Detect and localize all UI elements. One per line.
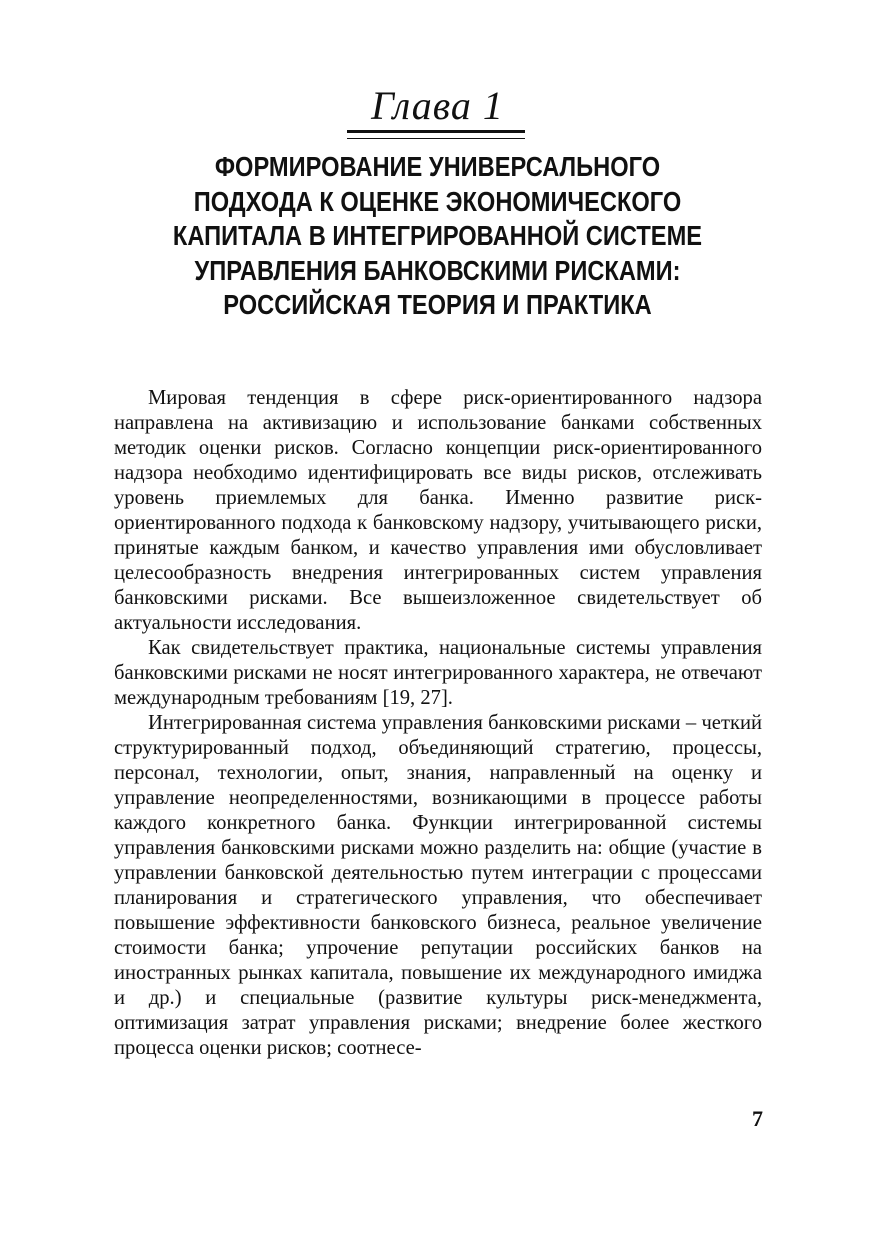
paragraph: Мировая тенденция в сфере риск-ориентированного надзора направлена на активизацию и использование банками собственных методик оценки рисков. Согласно концепции риск-ориентированного надзора необходимо идентифицировать все виды рисков, отслеживать уровень приемлемых для банка. Именно развитие риск-ориентированного подхода к банковскому надзору, учитывающего риски, принятые каждым банком, и качество управления ими обусловливает целесообразность внедрения интегрированных систем управления банковскими рисками. Все вышеизложенное свидетельствует об актуальности исследования. [114, 387, 762, 634]
chapter-title-line: РОССИЙСКАЯ ТЕОРИЯ И ПРАКТИКА [223, 289, 652, 321]
chapter-title-line: ФОРМИРОВАНИЕ УНИВЕРСАЛЬНОГО [214, 151, 661, 182]
paragraph: Как свидетельствует практика, национальные системы управления банковскими рисками не носят интегрированного характера, не отвечают международным требованиям [19, 27]. [114, 637, 762, 709]
body-text [114, 386, 762, 1061]
chapter-title [147, 150, 728, 323]
chapter-title-line: УПРАВЛЕНИЯ БАНКОВСКИМИ РИСКАМИ: [194, 254, 681, 286]
page-number: 7 [752, 1106, 763, 1131]
chapter-label: Глава 1 [371, 83, 504, 128]
paragraph: Интегрированная система управления банковскими рисками – четкий структурированный подход, объединяющий стратегию, процессы, персонал, технологии, опыт, знания, направленный на оценку и управление неопределенностями, возникающими в процессе работы каждого конкретного банка. Функции интегрированной системы управления банковскими рисками можно разделить на: общие (участие в управлении банковской деятельностью путем интеграции с процессами планирования и стратегического управления, что обеспечивает повышение эффективности банковского бизнеса, реальное увеличение стоимости банка; упрочение репутации российских банков на иностранных рынках капитала, повышение их международного имиджа и др.) и специальные (развитие культуры риск-менеджмента, оптимизация затрат управления рисками; внедрение более жесткого процесса оценки рисков; соотнесе- [114, 712, 762, 1059]
chapter-divider [347, 130, 525, 139]
chapter-title-line: ПОДХОДА К ОЦЕНКЕ ЭКОНОМИЧЕСКОГО [193, 185, 682, 217]
chapter-title-line: КАПИТАЛА В ИНТЕГРИРОВАННОЙ СИСТЕМЕ [172, 220, 703, 252]
